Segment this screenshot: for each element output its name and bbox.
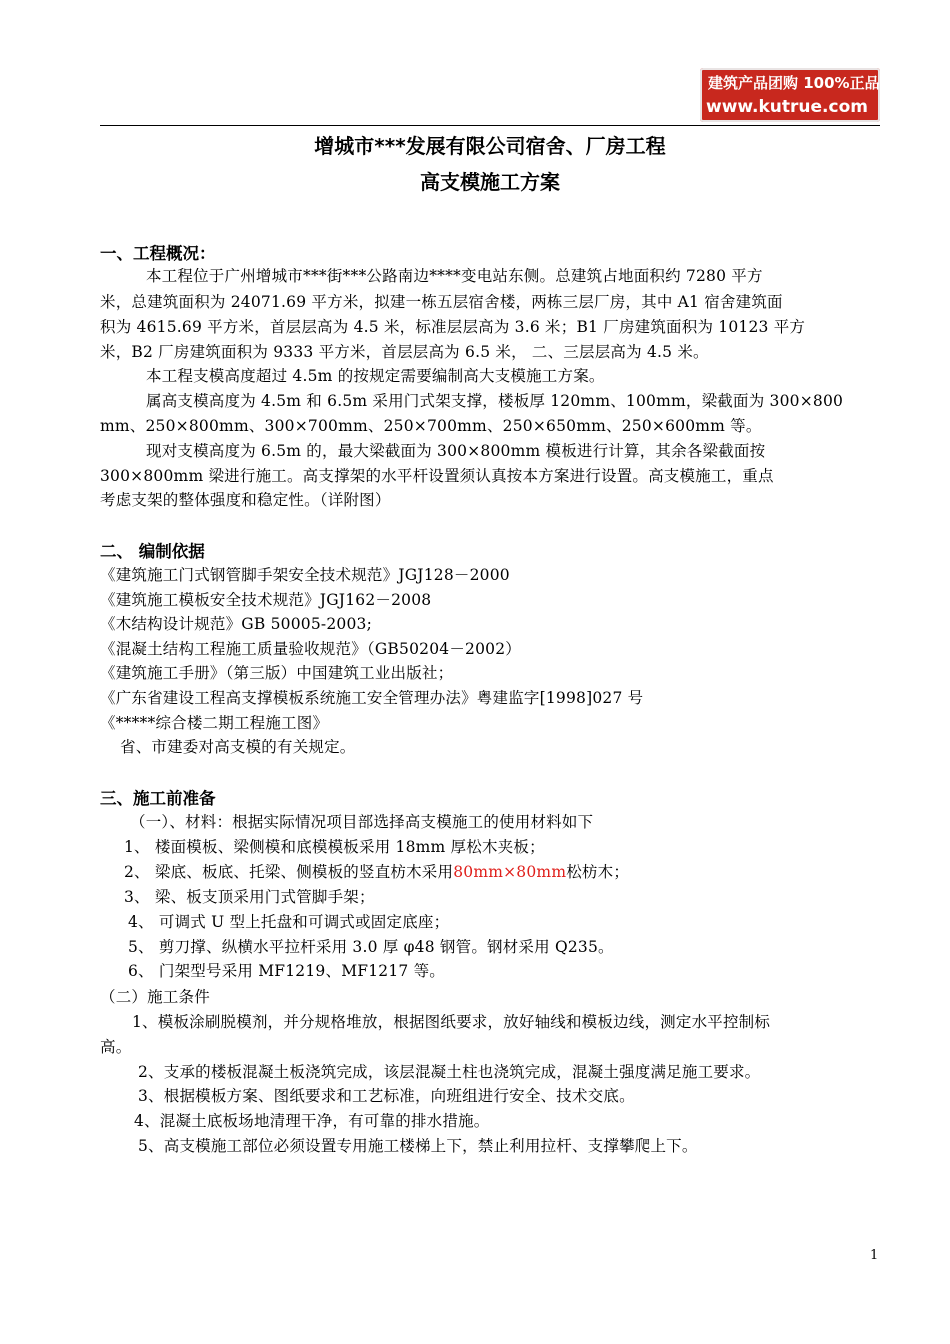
paragraph-line: 属高支模高度为 4.5m 和 6.5m 采用门式架支撑，楼板厚 120mm、100mm，梁截面为 300×800 xyxy=(146,392,844,410)
section-heading-basis: 二、 编制依据 xyxy=(100,542,205,561)
logo-url: www.kutrue.com xyxy=(706,97,868,117)
material-item xyxy=(124,860,629,882)
reference-item: 《建筑施工手册》（第三版）中国建筑工业出版社； xyxy=(100,664,454,682)
material-item-text-end: 松枋木； xyxy=(566,863,630,881)
page-number: 1 xyxy=(870,1248,879,1263)
reference-item: 《建筑施工门式钢管脚手架安全技术规范》JGJ128－2000 xyxy=(100,566,510,584)
material-item-text: 2、 梁底、板底、托梁、侧模板的竖直枋木采用 xyxy=(124,863,454,881)
material-item: 4、 可调式 U 型上托盘和可调式或固定底座； xyxy=(128,913,450,931)
material-item: 3、 梁、板支顶采用门式管脚手架； xyxy=(124,888,375,906)
section-heading-overview: 一、工程概况： xyxy=(100,244,216,263)
header-rule xyxy=(100,125,880,126)
paragraph-line: 300×800mm 梁进行施工。高支撑架的水平杆设置须认真按本方案进行设置。高支模施工，重点 xyxy=(100,467,774,485)
document-subtitle: 高支模施工方案 xyxy=(420,170,560,194)
condition-item: 5、高支模施工部位必须设置专用施工楼梯上下，禁止利用拉杆、支撑攀爬上下。 xyxy=(138,1137,698,1155)
materials-title: （一）、材料：根据实际情况项目部选择高支模施工的使用材料如下 xyxy=(130,813,594,831)
material-item: 5、 剪刀撑、纵横水平拉杆采用 3.0 厚 φ48 钢管。钢材采用 Q235。 xyxy=(128,938,614,956)
logo-slogan: 建筑产品团购 100%正品 xyxy=(708,74,880,92)
conditions-title: （二）施工条件 xyxy=(100,988,210,1006)
reference-item: 《广东省建设工程高支撑模板系统施工安全管理办法》粤建监字[1998]027 号 xyxy=(100,689,644,707)
condition-item: 4、混凝土底板场地清理干净，有可靠的排水措施。 xyxy=(134,1112,490,1130)
reference-item: 《建筑施工模板安全技术规范》JGJ162－2008 xyxy=(100,591,432,609)
highlighted-dimension: 80mm×80mm xyxy=(453,863,567,881)
paragraph-line: 本工程位于广州增城市***街***公路南边****变电站东侧。总建筑占地面积约 7280 平方 xyxy=(146,267,763,285)
condition-item: 1、模板涂刷脱模剂，并分规格堆放，根据图纸要求，放好轴线和模板边线，测定水平控制标 xyxy=(132,1013,771,1031)
paragraph-line: 米，B2 厂房建筑面积为 9333 平方米，首层层高为 6.5 米， 二、三层层高为 4.5 米。 xyxy=(100,343,709,361)
paragraph-line: 积为 4615.69 平方米，首层层高为 4.5 米，标准层层高为 3.6 米；B1 厂房建筑面积为 10123 平方 xyxy=(100,318,806,336)
material-item: 1、 楼面模板、梁侧模和底模模板采用 18mm 厚松木夹板； xyxy=(124,838,545,856)
paragraph-line: 本工程支模高度超过 4.5m 的按规定需要编制高大支模施工方案。 xyxy=(146,367,605,385)
condition-item: 高。 xyxy=(100,1038,132,1056)
condition-item: 3、根据模板方案、图纸要求和工艺标准，向班组进行安全、技术交底。 xyxy=(138,1087,635,1105)
paragraph-line: 米，总建筑面积为 24071.69 平方米，拟建一栋五层宿舍楼，两栋三层厂房，其中 A1 宿舍建筑面 xyxy=(100,293,783,311)
paragraph-line: mm、250×800mm、300×700mm、250×700mm、250×650mm、250×600mm 等。 xyxy=(100,417,762,435)
reference-item: 省、市建委对高支模的有关规定。 xyxy=(120,738,356,756)
material-item: 6、 门架型号采用 MF1219、MF1217 等。 xyxy=(128,962,445,980)
paragraph-line: 现对支模高度为 6.5m 的，最大梁截面为 300×800mm 模板进行计算，其余各梁截面按 xyxy=(146,442,766,460)
watermark-logo xyxy=(700,68,880,122)
reference-item: 《*****综合楼二期工程施工图》 xyxy=(100,714,329,732)
section-heading-preparation: 三、施工前准备 xyxy=(100,789,216,808)
reference-item: 《混凝土结构工程施工质量验收规范》（GB50204－2002） xyxy=(100,640,521,658)
condition-item: 2、支承的楼板混凝土板浇筑完成，该层混凝土柱也浇筑完成，混凝土强度满足施工要求。 xyxy=(138,1063,761,1081)
document-title: 增城市***发展有限公司宿舍、厂房工程 xyxy=(314,134,666,158)
paragraph-line: 考虑支架的整体强度和稳定性。（详附图） xyxy=(100,491,391,509)
reference-item: 《木结构设计规范》GB 50005-2003; xyxy=(100,615,373,633)
